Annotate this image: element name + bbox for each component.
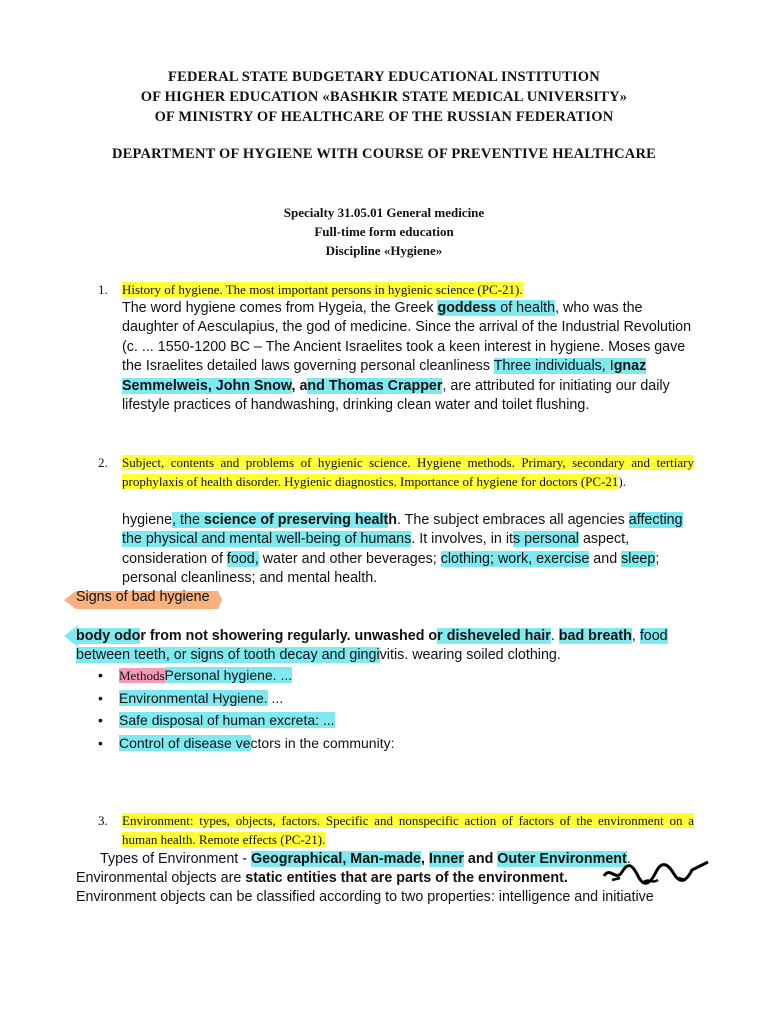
institution-header xyxy=(0,67,768,127)
institution-line-2: OF HIGHER EDUCATION «BASHKIR STATE MEDICAL UNIVERSITY» xyxy=(140,89,628,105)
question-3 xyxy=(98,811,694,849)
highlight-science: science of preserving healt xyxy=(203,512,389,528)
handwritten-scribble xyxy=(600,858,712,888)
course-meta xyxy=(0,203,768,260)
institution-line-3: OF MINISTRY OF HEALTHCARE OF THE RUSSIAN FEDERATION xyxy=(154,109,614,125)
highlight-crapper: nd Thomas Crapper xyxy=(307,377,443,394)
question-1-title: History of hygiene. The most important persons in hygienic science (PC-21). xyxy=(122,282,523,297)
question-number: 1. xyxy=(98,282,108,297)
form-line: Full-time form education xyxy=(314,224,454,239)
methods-list xyxy=(98,664,678,754)
highlight-of-health: of health xyxy=(496,300,556,316)
question-number: 3. xyxy=(98,813,108,828)
answer-2-paragraph: hygiene, the science of preserving health. The subject embraces all agencies affecting the physical and mental well-being of humans. It involves, in its personal aspect, consideration of food, water and other beverages; clothing; work, exercise and sleep; personal cleanliness; and mental health. xyxy=(122,512,683,587)
list-item: • MethodsPersonal hygiene. ... xyxy=(98,667,293,683)
department-title: DEPARTMENT OF HYGIENE WITH COURSE OF PREVENTIVE HEALTHCARE xyxy=(111,146,657,162)
environment-types: Types of Environment - Geographical, Man-made, Inner and Outer Environment. xyxy=(100,851,631,867)
question-2: 2. Subject, contents and problems of hygienic science. Hygiene methods. Primary, secondary and tertiary prophylaxis of health disorder. Hygienic diagnostics. Importance of hygiene for doctors (PC-21). xyxy=(98,455,694,490)
question-2-title: Subject, contents and problems of hygienic science. Hygiene methods. Primary, secondary and tertiary prophylaxis of health disorder. Hygienic diagnostics. Importance of hygiene for doctors (PC-21 xyxy=(122,455,694,490)
question-3-title: Environment: types, objects, factors. Specific and nonspecific action of factors of the environment on a human health. Remote effects (PC-21). xyxy=(122,813,694,848)
question-1 xyxy=(98,280,694,299)
answer-1-paragraph: The word hygiene comes from Hygeia, the Greek goddess of health, who was the daughter of Aesculapius, the god of medicine. Since the arrival of the Industrial Revolution (c. ... 1550-1200 BC – The Ancient Israelites took a keen interest in hygiene. Moses gave the Israelites detailed laws governing personal cleanliness Three individuals, Ignaz Semmelweis, John Snow, and Thomas Crapper, are attributed for initiating our daily lifestyle practices of handwashing, drinking clean water and toilet flushing. xyxy=(122,300,692,414)
signs-paragraph: body odor from not showering regularly. unwashed or disheveled hair. bad breath, food between teeth, or signs of tooth decay and gingivitis. wearing soiled clothing. xyxy=(76,628,668,664)
institution-line-1: FEDERAL STATE BUDGETARY EDUCATIONAL INSTITUTION xyxy=(168,69,600,85)
highlight-bad-breath: bad breath xyxy=(558,628,632,644)
list-item: • Environmental Hygiene. ... xyxy=(98,689,284,706)
highlight-affecting: affecting the physical and mental well-being of humans xyxy=(122,512,683,548)
list-item: • Control of disease vectors in the community: xyxy=(98,734,395,751)
highlight-disheveled: r disheveled hair xyxy=(437,628,551,644)
environment-classify: Environment objects can be classified according to two properties: intelligence and initiative xyxy=(76,889,654,905)
question-number: 2. xyxy=(98,455,108,470)
highlight-three-individuals: Three individuals, I xyxy=(493,358,614,375)
specialty-line: Specialty 31.05.01 General medicine xyxy=(283,205,485,220)
methods-label: Methods xyxy=(119,668,165,683)
highlight-names: gnaz Semmelweis, John Snow xyxy=(122,358,647,394)
signs-heading: Signs of bad hygiene xyxy=(76,589,210,605)
highlight-goddess: goddess xyxy=(437,300,497,316)
discipline-line: Discipline «Hygiene» xyxy=(325,243,443,258)
list-item: • Safe disposal of human excreta: ... xyxy=(98,712,335,729)
environment-objects: Environmental objects are static entities that are parts of the environment. xyxy=(76,870,568,886)
highlight-body-odor: body odo xyxy=(76,628,141,644)
